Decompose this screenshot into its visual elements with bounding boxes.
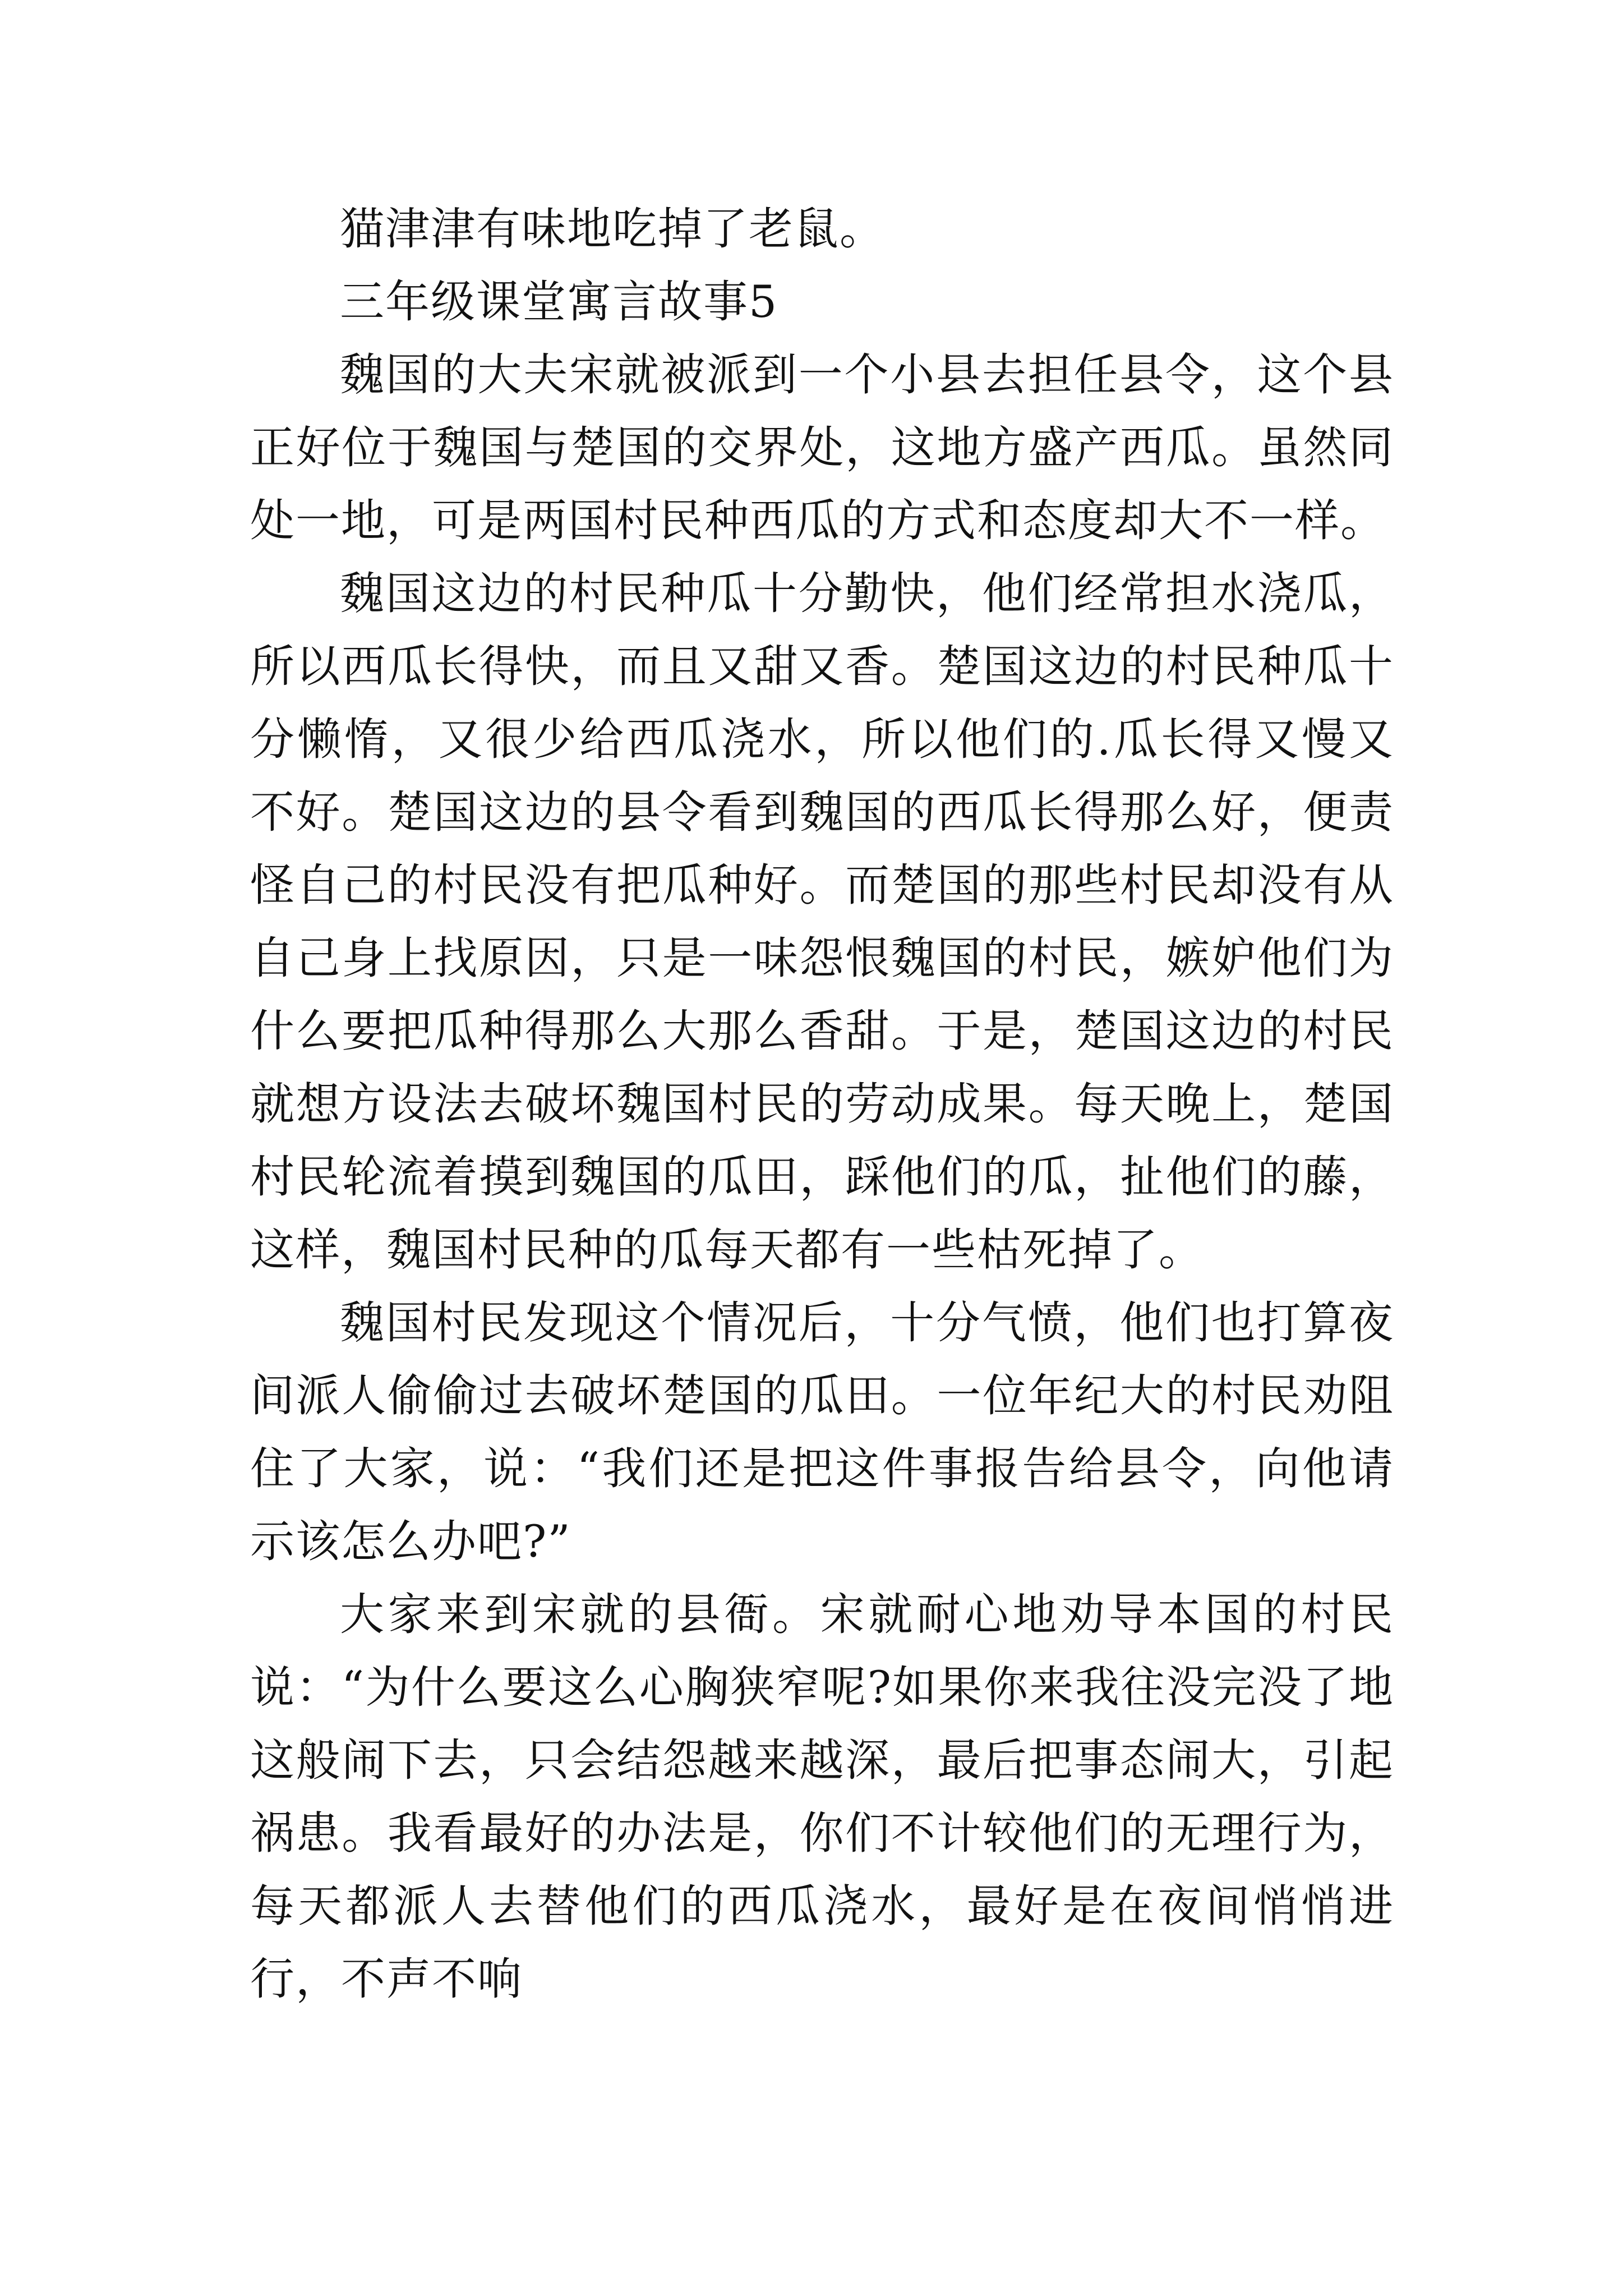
document-body	[250, 192, 1394, 2016]
paragraph-5: 大家来到宋就的县衙。宋就耐心地劝导本国的村民说：“为什么要这么心胸狭窄呢?如果你来我往没完没了地这般闹下去，只会结怨越来越深，最后把事态闹大，引起祸患。我看最好的办法是，你们不计较他们的无理行为，每天都派人去替他们的西瓜浇水，最好是在夜间悄悄进行，不声不响	[250, 1589, 1394, 2005]
paragraph-1: 猫津津有味地吃掉了老鼠。	[340, 203, 885, 255]
paragraph-4: 魏国村民发现这个情况后，十分气愤，他们也打算夜间派人偷偷过去破坏楚国的瓜田。一位年纪大的村民劝阻住了大家，说：“我们还是把这件事报告给县令，向他请示该怎么办吧?”	[250, 1297, 1394, 1567]
paragraph-3: 魏国这边的村民种瓜十分勤快，他们经常担水浇瓜，所以西瓜长得快，而且又甜又香。楚国这边的村民种瓜十分懒惰，又很少给西瓜浇水，所以他们的.瓜长得又慢又不好。楚国这边的县令看到魏国的西瓜长得那么好，便责怪自己的村民没有把瓜种好。而楚国的那些村民却没有从自己身上找原因，只是一味怨恨魏国的村民，嫉妒他们为什么要把瓜种得那么大那么香甜。于是，楚国这边的村民就想方设法去破坏魏国村民的劳动成果。每天晚上，楚国村民轮流着摸到魏国的瓜田，踩他们的瓜，扯他们的藤，这样，魏国村民种的瓜每天都有一些枯死掉了。	[250, 568, 1394, 1276]
section-heading: 三年级课堂寓言故事5	[340, 276, 778, 328]
paragraph-2: 魏国的大夫宋就被派到一个小县去担任县令，这个县正好位于魏国与楚国的交界处，这地方盛产西瓜。虽然同处一地，可是两国村民种西瓜的方式和态度却大不一样。	[250, 349, 1394, 546]
